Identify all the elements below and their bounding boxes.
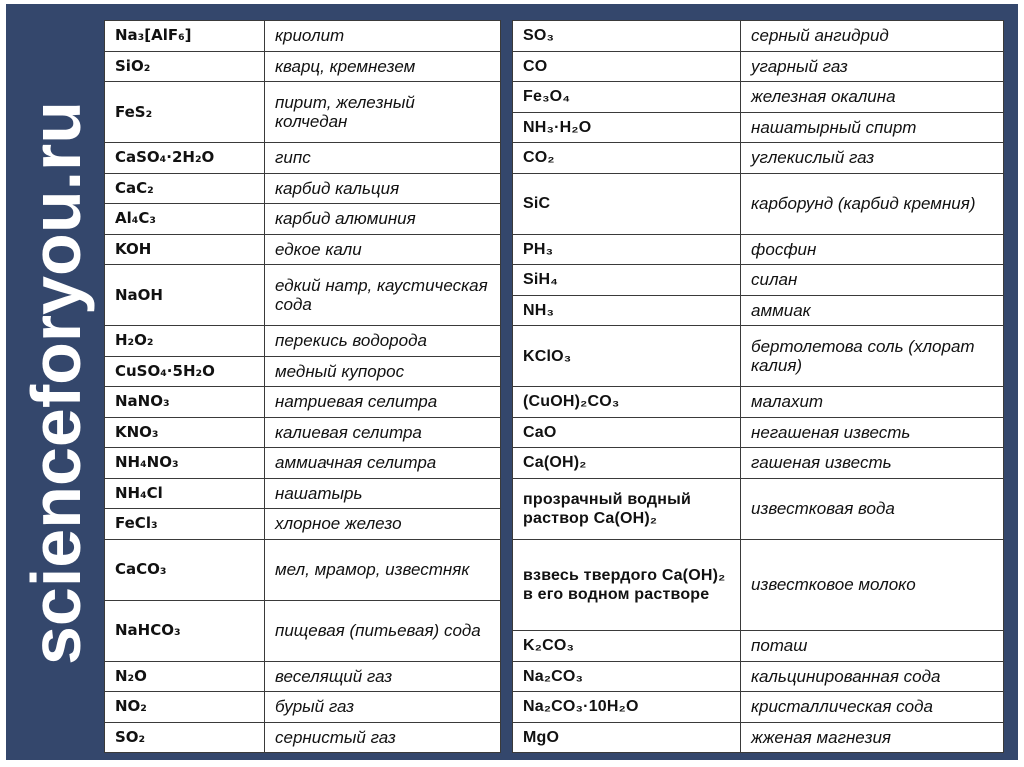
name-cell: железная окалина: [741, 82, 1004, 113]
table-row: [105, 387, 501, 418]
name-cell: пирит, железный колчедан: [265, 82, 501, 143]
right-table-panel: [512, 20, 1004, 753]
name-cell: хлорное железо: [265, 509, 501, 540]
formula-cell: взвесь твердого Ca(OH)₂ в его водном растворе: [513, 539, 741, 631]
formula-cell: CaC₂: [105, 173, 265, 204]
name-cell: фосфин: [741, 234, 1004, 265]
name-cell: серный ангидрид: [741, 21, 1004, 52]
table-row: [105, 661, 501, 692]
table-row: [105, 265, 501, 326]
brand-watermark: [14, 18, 98, 748]
name-cell: бертолетова соль (хлорат калия): [741, 326, 1004, 387]
table-row: [105, 478, 501, 509]
formula-cell: NH₃: [513, 295, 741, 326]
table-row: [105, 417, 501, 448]
table-row: [513, 539, 1004, 631]
formula-cell: Na₂CO₃: [513, 661, 741, 692]
table-row: [513, 112, 1004, 143]
name-cell: негашеная известь: [741, 417, 1004, 448]
name-cell: пищевая (питьевая) сода: [265, 600, 501, 661]
formula-cell: (CuOH)₂CO₃: [513, 387, 741, 418]
formula-cell: CuSO₄·5H₂O: [105, 356, 265, 387]
table-row: [513, 234, 1004, 265]
right-compounds-table: [512, 20, 1004, 753]
formula-cell: CaSO₄·2H₂O: [105, 143, 265, 174]
name-cell: криолит: [265, 21, 501, 52]
table-row: [513, 692, 1004, 723]
name-cell: карбид алюминия: [265, 204, 501, 235]
formula-cell: N₂O: [105, 661, 265, 692]
formula-cell: NaHCO₃: [105, 600, 265, 661]
formula-cell: CO: [513, 51, 741, 82]
formula-cell: FeCl₃: [105, 509, 265, 540]
brand-text: scienceforyou.ru: [17, 100, 96, 666]
name-cell: нашатырь: [265, 478, 501, 509]
name-cell: перекись водорода: [265, 326, 501, 357]
formula-cell: NaNO₃: [105, 387, 265, 418]
name-cell: карборунд (карбид кремния): [741, 173, 1004, 234]
left-table-panel: [104, 20, 501, 753]
formula-cell: K₂CO₃: [513, 631, 741, 662]
name-cell: аммиачная селитра: [265, 448, 501, 479]
formula-cell: KOH: [105, 234, 265, 265]
table-row: [105, 173, 501, 204]
formula-cell: прозрачный водный раствор Ca(OH)₂: [513, 478, 741, 539]
formula-cell: SiO₂: [105, 51, 265, 82]
table-row: [105, 692, 501, 723]
table-row: [105, 356, 501, 387]
name-cell: мел, мрамор, известняк: [265, 539, 501, 600]
table-row: [513, 173, 1004, 234]
formula-cell: PH₃: [513, 234, 741, 265]
table-row: [513, 722, 1004, 753]
name-cell: гипс: [265, 143, 501, 174]
table-row: [105, 326, 501, 357]
table-row: [513, 21, 1004, 52]
formula-cell: H₂O₂: [105, 326, 265, 357]
table-row: [105, 600, 501, 661]
table-row: [513, 448, 1004, 479]
name-cell: жженая магнезия: [741, 722, 1004, 753]
formula-cell: Ca(OH)₂: [513, 448, 741, 479]
formula-cell: SiH₄: [513, 265, 741, 296]
table-row: [513, 295, 1004, 326]
formula-cell: SO₃: [513, 21, 741, 52]
name-cell: натриевая селитра: [265, 387, 501, 418]
left-compounds-table: [104, 20, 501, 753]
name-cell: сернистый газ: [265, 722, 501, 753]
table-row: [105, 509, 501, 540]
table-row: [105, 82, 501, 143]
formula-cell: KNO₃: [105, 417, 265, 448]
formula-cell: NaOH: [105, 265, 265, 326]
formula-cell: Al₄C₃: [105, 204, 265, 235]
formula-cell: Na₂CO₃·10H₂O: [513, 692, 741, 723]
name-cell: гашеная известь: [741, 448, 1004, 479]
name-cell: углекислый газ: [741, 143, 1004, 174]
formula-cell: SO₂: [105, 722, 265, 753]
table-row: [105, 234, 501, 265]
table-row: [105, 539, 501, 600]
name-cell: известковое молоко: [741, 539, 1004, 631]
formula-cell: FeS₂: [105, 82, 265, 143]
table-row: [105, 21, 501, 52]
table-row: [105, 51, 501, 82]
formula-cell: NH₃·H₂O: [513, 112, 741, 143]
formula-cell: SiC: [513, 173, 741, 234]
formula-cell: CaO: [513, 417, 741, 448]
name-cell: поташ: [741, 631, 1004, 662]
table-row: [513, 51, 1004, 82]
name-cell: известковая вода: [741, 478, 1004, 539]
table-row: [513, 326, 1004, 387]
formula-cell: Na₃[AlF₆]: [105, 21, 265, 52]
name-cell: силан: [741, 265, 1004, 296]
name-cell: медный купорос: [265, 356, 501, 387]
table-row: [513, 387, 1004, 418]
name-cell: нашатырный спирт: [741, 112, 1004, 143]
formula-cell: NH₄NO₃: [105, 448, 265, 479]
table-row: [513, 661, 1004, 692]
formula-cell: NO₂: [105, 692, 265, 723]
formula-cell: CaCO₃: [105, 539, 265, 600]
name-cell: малахит: [741, 387, 1004, 418]
name-cell: едкий натр, каустическая сода: [265, 265, 501, 326]
name-cell: кальцинированная сода: [741, 661, 1004, 692]
name-cell: кристаллическая сода: [741, 692, 1004, 723]
formula-cell: MgO: [513, 722, 741, 753]
table-row: [513, 631, 1004, 662]
name-cell: аммиак: [741, 295, 1004, 326]
name-cell: едкое кали: [265, 234, 501, 265]
name-cell: бурый газ: [265, 692, 501, 723]
name-cell: карбид кальция: [265, 173, 501, 204]
formula-cell: Fe₃O₄: [513, 82, 741, 113]
table-row: [513, 265, 1004, 296]
table-row: [513, 143, 1004, 174]
table-row: [513, 478, 1004, 539]
name-cell: веселящий газ: [265, 661, 501, 692]
table-row: [105, 448, 501, 479]
name-cell: кварц, кремнезем: [265, 51, 501, 82]
table-row: [105, 204, 501, 235]
table-row: [513, 417, 1004, 448]
name-cell: калиевая селитра: [265, 417, 501, 448]
formula-cell: NH₄Cl: [105, 478, 265, 509]
table-row: [105, 722, 501, 753]
table-row: [105, 143, 501, 174]
name-cell: угарный газ: [741, 51, 1004, 82]
table-row: [513, 82, 1004, 113]
formula-cell: CO₂: [513, 143, 741, 174]
formula-cell: KClO₃: [513, 326, 741, 387]
